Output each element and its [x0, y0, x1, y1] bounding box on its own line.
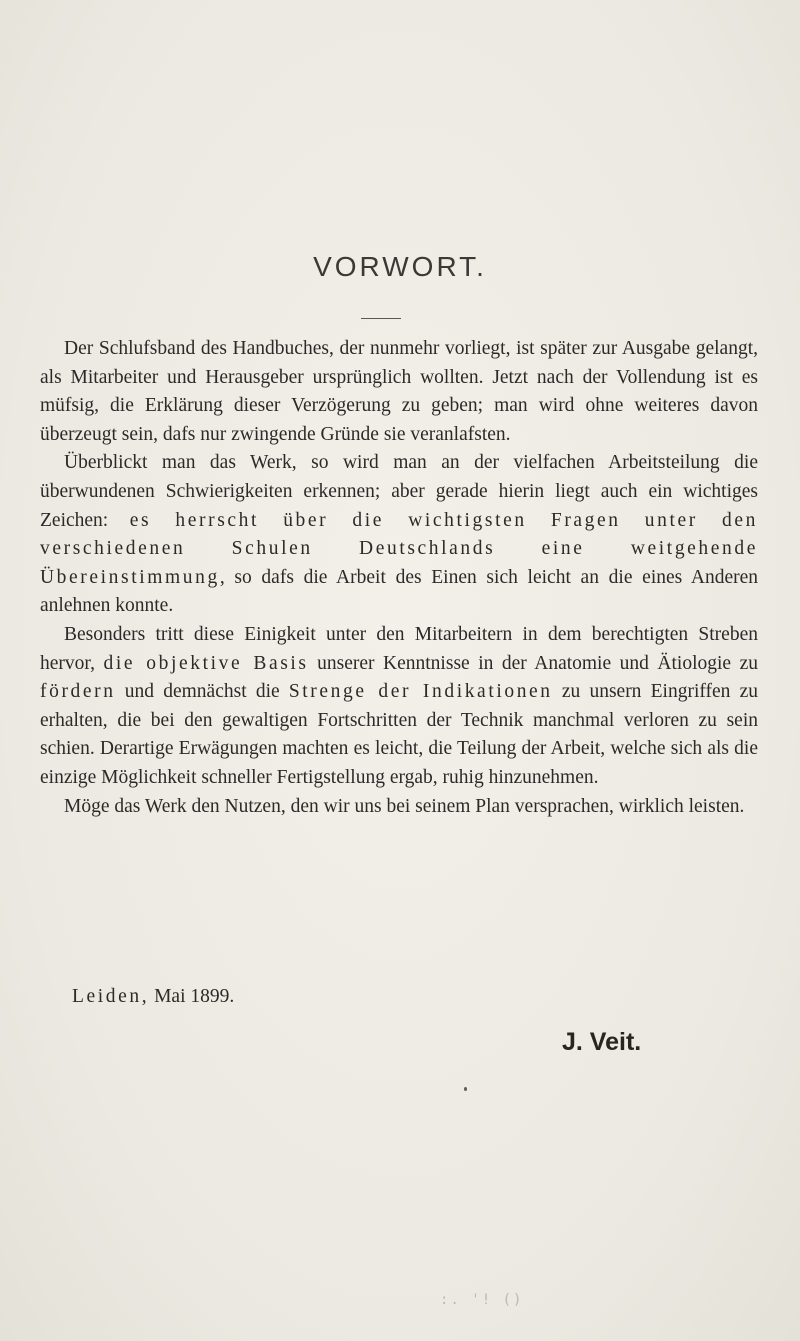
place-text: Leiden,: [72, 986, 150, 1007]
page-title: VORWORT.: [313, 251, 487, 282]
emphasis-text: die objektive Basis: [103, 652, 309, 674]
date-text: Mai 1899.: [154, 986, 235, 1007]
paragraph-text: unserer Kenntnisse in der Anatomie und Ätiologie zu: [308, 652, 758, 674]
paragraph: [40, 793, 758, 822]
paragraph-text: Überblickt man das Werk, so wird man an der vielfachen Arbeitsteilung die überwundenen Schwierigkeiten erkennen; aber gerade hierin liegt auch ein wichtiges Zeichen:: [40, 452, 758, 531]
paragraph-text: und demnächst die: [115, 681, 289, 703]
paragraph-text: Möge das Werk den Nutzen, den wir uns bei seinem Plan versprachen, wirklich leisten.: [64, 795, 745, 817]
title-rule: [361, 318, 401, 319]
paragraph-text: Besonders tritt diese Einigkeit unter den Mitarbeitern in dem berechtigten Streben hervor,: [40, 623, 758, 674]
paragraph-text: zu unsern Eingriffen zu erhalten, die bei den gewaltigen Fortschritten der Technik manchmal verloren zu sein schien. Derartige Erwägungen machten es leicht, die Teilung der Arbeit, welche sich als die einzige Möglichkeit schneller Fertigstellung ergab, ruhig hinzunehmen.: [40, 681, 759, 788]
place-date: [72, 986, 234, 1008]
library-stamp: :. '! (): [440, 1292, 524, 1308]
ink-speck: [464, 1087, 467, 1091]
emphasis-text: fördern: [40, 681, 116, 703]
author-signature: J. Veit.: [562, 1028, 642, 1056]
emphasis-text: es herrscht über die wichtigsten Fragen unter den verschiedenen Schulen Deutschlands eine weitgehende Übereinstimmung: [40, 509, 758, 588]
paragraph: [40, 621, 758, 793]
paragraph-text: Der Schlufsband des Handbuches, der nunmehr vorliegt, ist später zur Ausgabe gelangt, als Mitarbeiter und Herausgeber ursprünglich wollten. Jetzt nach der Vollendung ist es müfsig, die Erklärung dieser Verzögerung zu geben; man wird ohne weiteres davon überzeugt sein, dafs nur zwingende Gründe sie veranlafsten.: [40, 338, 758, 445]
paragraph: [40, 449, 758, 621]
paragraph: [40, 335, 758, 449]
emphasis-text: Strenge der Indikationen: [288, 681, 553, 703]
paragraph-text: , so dafs die Arbeit des Einen sich leicht an die eines Anderen anlehnen konnte.: [40, 566, 758, 617]
preface-body: [40, 335, 758, 821]
